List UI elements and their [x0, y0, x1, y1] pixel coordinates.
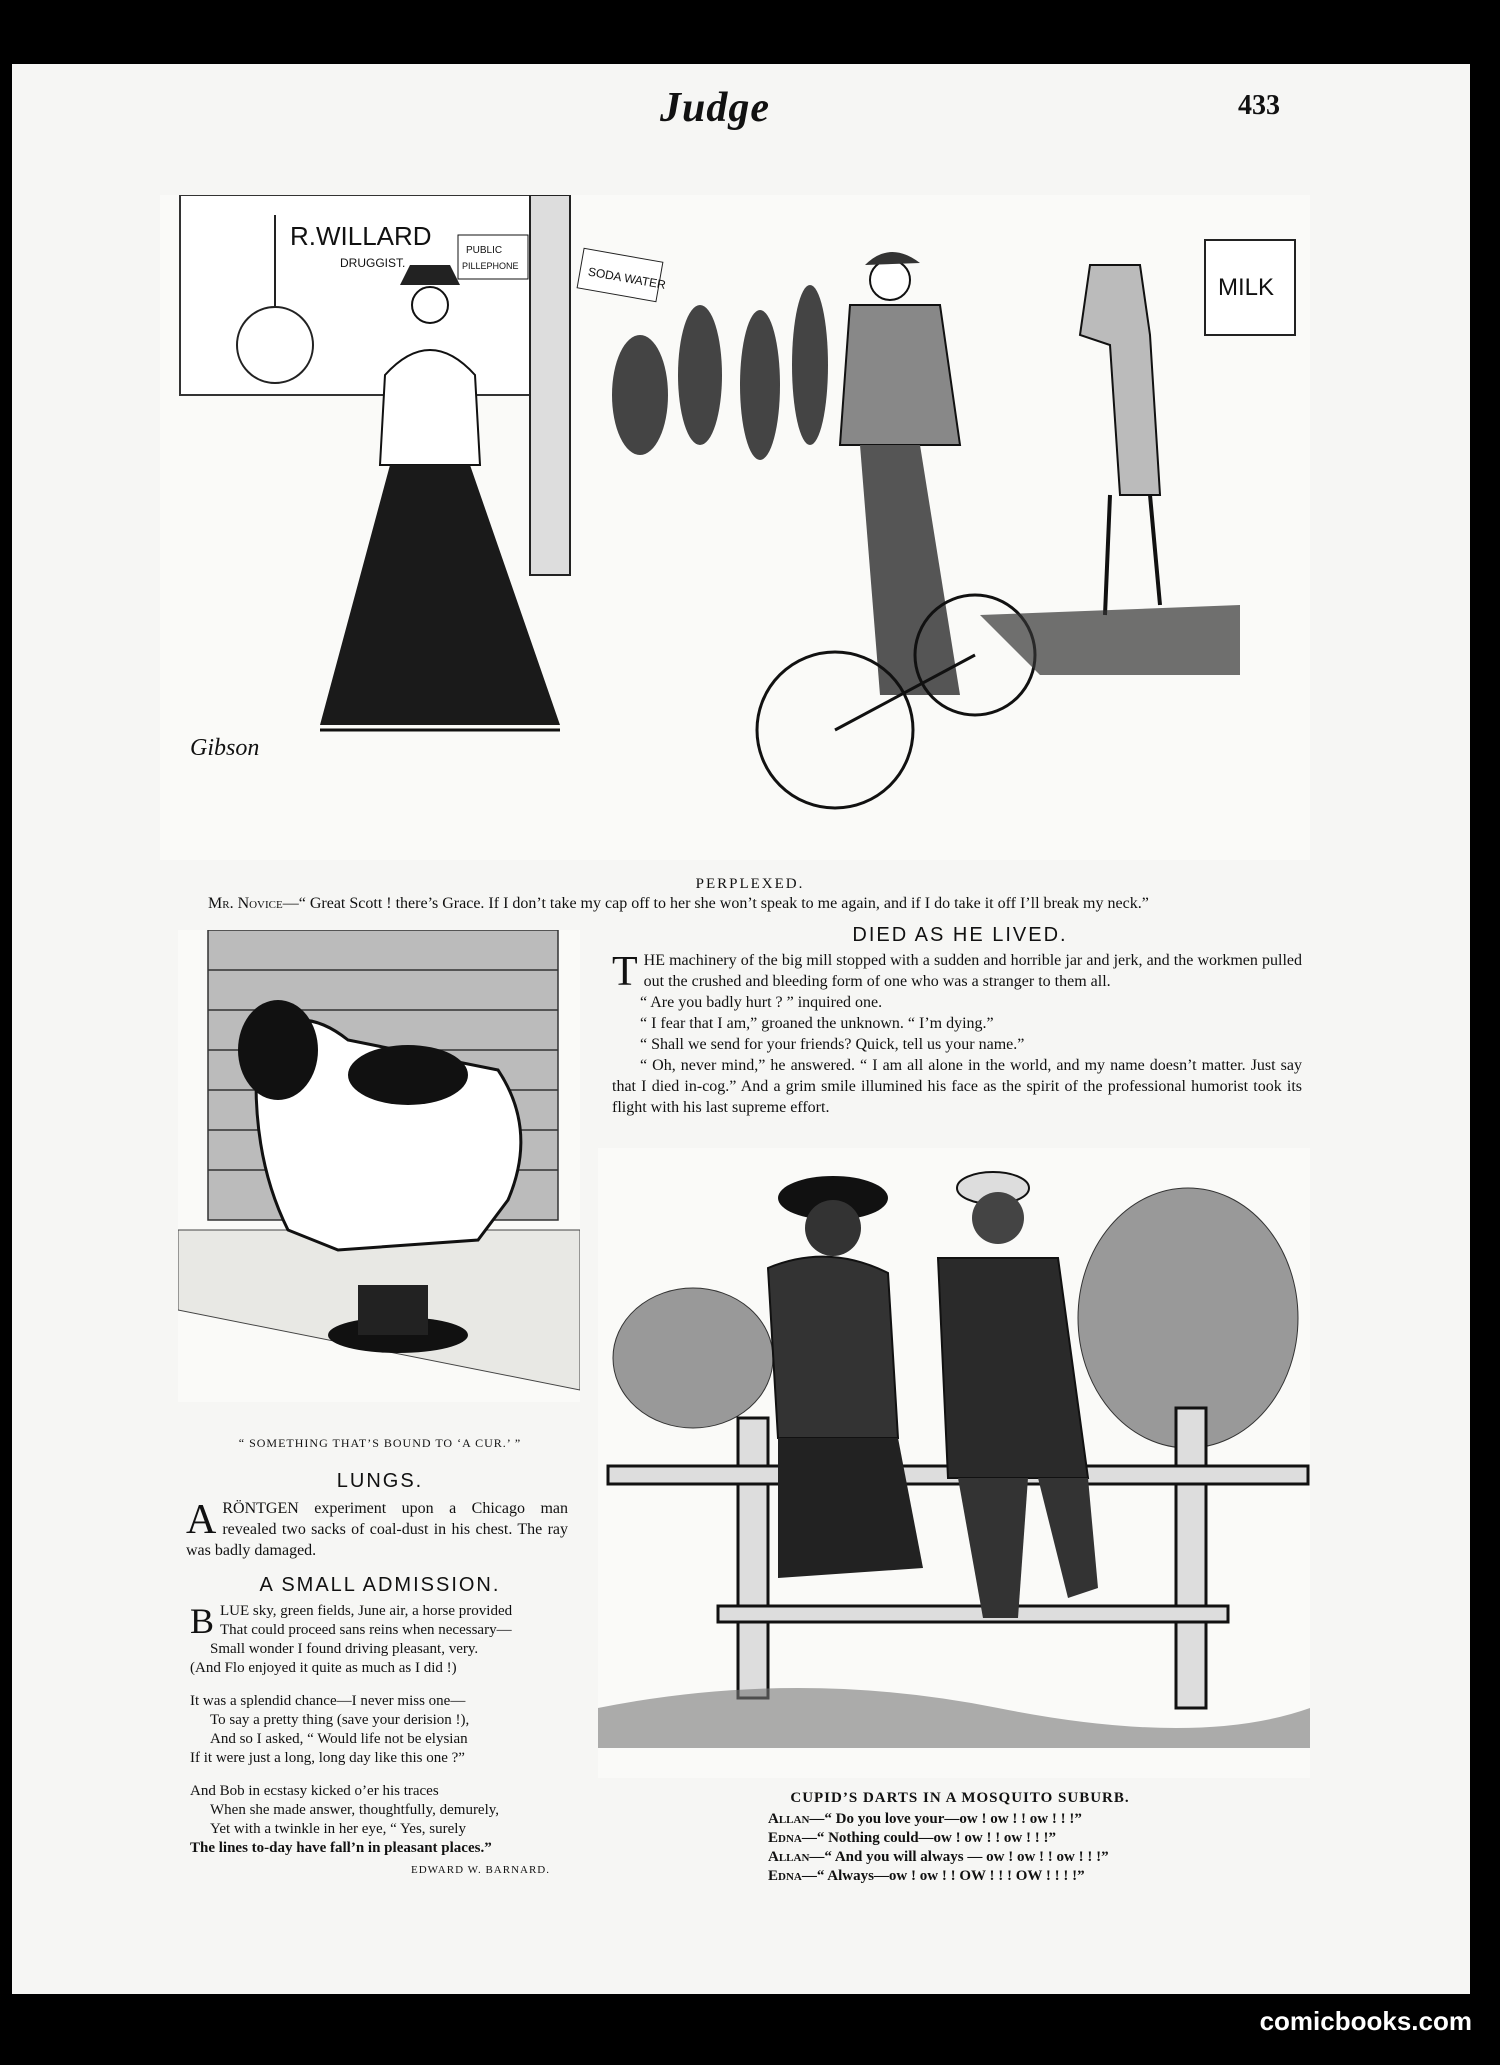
- street-scene-drawing: [160, 195, 1310, 860]
- lungs-heading: LUNGS.: [336, 1470, 424, 1492]
- dialog-text: —“ Always—ow ! ow ! ! OW ! ! ! OW ! ! ! !”: [801, 1868, 1085, 1884]
- dialog-text: —“ Nothing could—ow ! ow ! ! ow ! ! !”: [801, 1830, 1057, 1846]
- illustration-cupid: [598, 1148, 1310, 1778]
- poem-line: And Bob in ecstasy kicked o’er his traces: [190, 1783, 439, 1799]
- man-on-fence: [938, 1172, 1098, 1618]
- poem-line: Small wonder I found driving pleasant, very.: [210, 1641, 479, 1657]
- poem-line: It was a splendid chance—I never miss one—: [190, 1693, 466, 1709]
- poem-line: The lines to-day have fall’n in pleasant places.”: [190, 1840, 492, 1856]
- sign-milk: MILK: [1218, 274, 1275, 301]
- svg-text:Gibson: Gibson: [190, 735, 260, 761]
- couple-on-fence-drawing: [598, 1148, 1310, 1778]
- died-paragraph-2: “ I fear that I am,” groaned the unknown. “ I’m dying.”: [640, 1015, 994, 1032]
- dialog-speaker: Edna: [768, 1830, 802, 1846]
- perplexed-speaker: Mr. Novice: [208, 895, 283, 912]
- perplexed-text: —“ Great Scott ! there’s Grace. If I don’t take my cap off to her she won’t speak to me again, and if I do take it off I’ll break my neck.”: [282, 895, 1149, 912]
- poem-line: Yet with a twinkle in her eye, “ Yes, surely: [210, 1821, 466, 1837]
- dialog-text: —“ Do you love your—ow ! ow ! ! ow ! ! !”: [809, 1811, 1082, 1827]
- lungs-article: [186, 1498, 568, 1561]
- masthead: Judge: [660, 85, 770, 131]
- illustration-perplexed: [160, 195, 1310, 860]
- sign-soda-water: SODA WATER: [586, 264, 667, 292]
- died-paragraph-3: “ Shall we send for your friends? Quick, tell us your name.”: [640, 1036, 1025, 1053]
- poem-body: [190, 1602, 580, 1876]
- poem-line: That could proceed sans reins when necessary—: [220, 1622, 512, 1638]
- perplexed-caption-title: PERPLEXED.: [695, 876, 805, 892]
- poem-line: To say a pretty thing (save your derision !),: [210, 1712, 470, 1728]
- dialog-line: [768, 1829, 1288, 1848]
- dog-drawing: [178, 930, 580, 1402]
- poem-drop-cap: B: [190, 1601, 215, 1641]
- lungs-drop-cap: A: [186, 1497, 217, 1543]
- sign-public: PUBLIC: [466, 245, 503, 256]
- poem-stanza-3: [190, 1782, 580, 1858]
- poem-line: (And Flo enjoyed it quite as much as I did !): [190, 1660, 457, 1676]
- dialog-speaker: Allan: [768, 1849, 810, 1865]
- sign-druggist-sub: DRUGGIST.: [340, 256, 406, 270]
- poem-line: And so I asked, “ Would life not be elysian: [210, 1731, 468, 1747]
- sign-pillephone: PILLEPHONE: [462, 261, 519, 271]
- poem-author: EDWARD W. BARNARD.: [410, 1864, 550, 1876]
- poem-heading: A SMALL ADMISSION.: [259, 1574, 501, 1596]
- died-paragraph-4: “ Oh, never mind,” he answered. “ I am all alone in the world, and my name doesn’t matter. Just say that I died in-cog.” And a grim smile illumined his face as the spirit of the professional humorist took its flight with his last supreme effort.: [612, 1057, 1302, 1116]
- perplexed-caption: [208, 895, 1308, 913]
- died-lead: HE machinery of the big mill stopped with a sudden and horrible jar and jerk, and the workmen pulled out the crushed and bleeding form of one who was a stranger to them all.: [643, 952, 1302, 990]
- poem-line: When she made answer, thoughtfully, demurely,: [210, 1802, 500, 1818]
- site-watermark: comicbooks.com: [1259, 2006, 1472, 2036]
- illustration-dog: [178, 930, 580, 1402]
- dog-caption: “ SOMETHING THAT’S BOUND TO ‘A CUR.’ ”: [238, 1436, 522, 1450]
- poem-line: LUE sky, green fields, June air, a horse provided: [220, 1603, 513, 1619]
- dialog-line: [768, 1810, 1288, 1829]
- dialog-speaker: Edna: [768, 1868, 802, 1884]
- died-article: [612, 950, 1302, 1118]
- died-paragraph-1: “ Are you badly hurt ? ” inquired one.: [640, 994, 883, 1011]
- dialog-line: [768, 1867, 1288, 1886]
- cupid-caption-title: CUPID’S DARTS IN A MOSQUITO SUBURB.: [790, 1790, 1130, 1806]
- died-drop-cap: T: [612, 949, 638, 995]
- poem-stanza-2: [190, 1692, 580, 1768]
- horse-figure: [1080, 265, 1160, 615]
- poem-line: If it were just a long, long day like this one ?”: [190, 1750, 465, 1766]
- page-number: 433: [1238, 90, 1280, 121]
- dialog-line: [768, 1848, 1288, 1867]
- dialog-speaker: Allan: [768, 1811, 810, 1827]
- woman-on-fence: [768, 1176, 923, 1578]
- died-heading: DIED AS HE LIVED.: [852, 924, 1068, 946]
- cupid-dialog: [768, 1810, 1288, 1886]
- dialog-text: —“ And you will always — ow ! ow ! ! ow ! ! !”: [809, 1849, 1109, 1865]
- poem-stanza-1: [190, 1602, 580, 1678]
- sign-druggist: R.WILLARD: [290, 221, 432, 251]
- lungs-text: RÖNTGEN experiment upon a Chicago man revealed two sacks of coal-dust in his chest. The ray was badly damaged.: [186, 1500, 568, 1559]
